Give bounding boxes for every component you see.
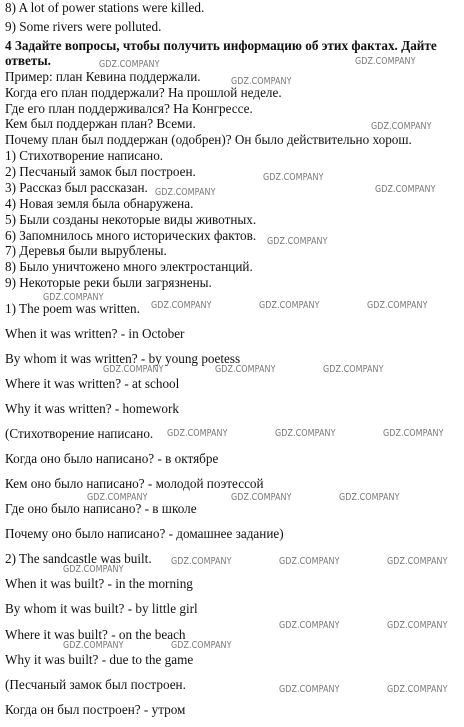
text-line: Кем оно было написано? - молодой поэтессой [5,476,264,491]
text-line: 1) Стихотворение написано. [5,148,164,163]
text-line: Why it was built? - due to the game [5,652,194,667]
watermark: GDZ.COMPANY [63,564,124,575]
watermark: GDZ.COMPANY [231,492,292,503]
task-heading: ответы. [5,53,51,68]
text-line: 8) Было уничтожено много электростанций. [5,259,253,274]
text-line: 2) Песчаный замок был построен. [5,164,196,179]
watermark: GDZ.COMPANY [167,428,228,439]
text-line: Почему оно было написано? - домашнее задание) [5,526,284,541]
text-line: Когда оно было написано? - в октябре [5,451,219,466]
watermark: GDZ.COMPANY [371,121,432,132]
text-line: Пример: план Кевина поддержали. [5,69,201,84]
watermark: GDZ.COMPANY [387,684,448,695]
text-line: Why it was written? - homework [5,401,179,416]
watermark: GDZ.COMPANY [339,492,400,503]
text-line: 7) Деревья были вырублены. [5,243,167,258]
text-line: Where it was written? - at school [5,376,180,391]
watermark: GDZ.COMPANY [87,492,148,503]
watermark: GDZ.COMPANY [279,620,340,631]
watermark: GDZ.COMPANY [279,556,340,567]
text-line: Где оно было написано? - в школе [5,501,197,516]
watermark: GDZ.COMPANY [171,640,232,651]
watermark: GDZ.COMPANY [231,76,292,87]
text-line: 6) Запомнилось много исторических фактов. [5,228,257,243]
text-line: Почему план был поддержан (одобрен)? Он было действительно хорош. [5,132,412,147]
text-line: (Песчаный замок был построен. [5,677,186,692]
watermark: GDZ.COMPANY [355,56,416,67]
text-line: Когда его план поддержали? На прошлой неделе. [5,85,282,100]
text-line: Когда он был построен? - утром [5,702,186,717]
text-line: 5) Были созданы некоторые виды животных. [5,212,257,227]
watermark: GDZ.COMPANY [263,172,324,183]
watermark: GDZ.COMPANY [155,187,216,198]
watermark: GDZ.COMPANY [275,428,336,439]
text-line: 2) The sandcastle was built. [5,551,152,566]
watermark: GDZ.COMPANY [267,236,328,247]
text-line: 9) Some rivers were polluted. [5,19,162,34]
watermark: GDZ.COMPANY [43,292,104,303]
text-line: Where it was built? - on the beach [5,627,186,642]
watermark: GDZ.COMPANY [279,684,340,695]
text-line: 1) The poem was written. [5,301,140,316]
watermark: GDZ.COMPANY [99,59,160,70]
text-line: When it was written? - in October [5,326,185,341]
watermark: GDZ.COMPANY [367,300,428,311]
text-line: 4) Новая земля была обнаружена. [5,196,194,211]
watermark: GDZ.COMPANY [171,556,232,567]
watermark: GDZ.COMPANY [323,364,384,375]
text-line: Где его план поддерживался? На Конгрессе. [5,101,253,116]
watermark: GDZ.COMPANY [103,364,164,375]
watermark: GDZ.COMPANY [151,300,212,311]
watermark: GDZ.COMPANY [63,640,124,651]
text-line: 3) Рассказ был рассказан. [5,180,148,195]
watermark: GDZ.COMPANY [259,300,320,311]
task-heading: 4 Задайте вопросы, чтобы получить информацию об этих фактах. Дайте [5,38,437,53]
text-line: Кем был поддержан план? Всеми. [5,116,196,131]
watermark: GDZ.COMPANY [387,556,448,567]
watermark: GDZ.COMPANY [375,184,436,195]
text-line: By whom it was written? - by young poetess [5,351,241,366]
text-line: When it was built? - in the morning [5,576,193,591]
watermark: GDZ.COMPANY [215,364,276,375]
watermark: GDZ.COMPANY [387,620,448,631]
text-line: (Стихотворение написано. [5,426,154,441]
text-line: 8) A lot of power stations were killed. [5,0,205,15]
text-line: By whom it was built? - by little girl [5,601,198,616]
text-line: 9) Некоторые реки были загрязнены. [5,275,212,290]
watermark: GDZ.COMPANY [383,428,444,439]
